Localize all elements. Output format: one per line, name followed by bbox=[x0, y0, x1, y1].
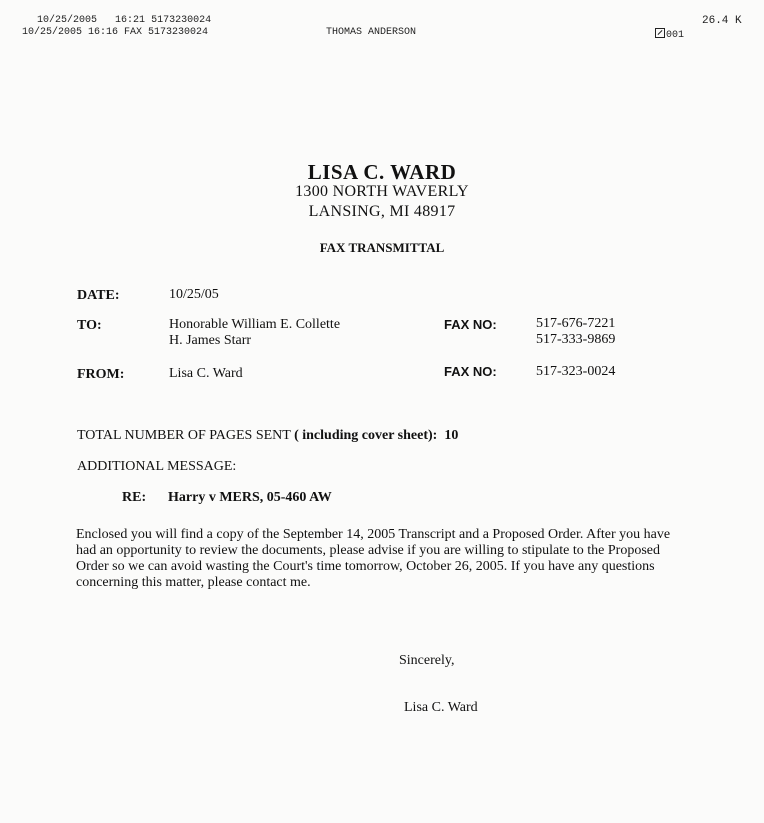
letterhead-name: LISA C. WARD bbox=[307, 160, 457, 184]
fax-header-line2: 10/25/2005 16:16 FAX 5173230024 bbox=[22, 27, 209, 38]
additional-message-label: ADDITIONAL MESSAGE: bbox=[77, 459, 237, 474]
fax-header-time: 16:21 bbox=[115, 15, 146, 26]
to-recipient-2: H. James Starr bbox=[169, 333, 252, 348]
from-label: FROM: bbox=[77, 367, 125, 382]
document-title: FAX TRANSMITTAL bbox=[319, 240, 445, 255]
to-recipient-1: Honorable William E. Collette bbox=[169, 317, 341, 332]
fax-page-counter bbox=[655, 28, 684, 41]
letterhead-street: 1300 NORTH WAVERLY bbox=[295, 183, 469, 200]
from-value: Lisa C. Ward bbox=[169, 366, 243, 381]
to-fax-number-1: 517-676-7221 bbox=[536, 316, 616, 331]
date-label: DATE: bbox=[77, 288, 120, 303]
to-label: TO: bbox=[77, 318, 102, 333]
signature: Lisa C. Ward bbox=[404, 700, 478, 715]
pages-count: 10 bbox=[444, 428, 459, 443]
closing: Sincerely, bbox=[399, 653, 455, 668]
to-fax-number-2: 517-333-9869 bbox=[536, 332, 616, 347]
message-body: Enclosed you will find a copy of the September 14, 2005 Transcript and a Proposed Order. After you have had an opportunity to review the documents, please advise if you are willing to stipulate to the Proposed Order so we can avoid wasting the Court's time tomorrow, October 26, 2005. If you have any questions concerning this matter, please contact me. bbox=[76, 527, 671, 590]
fax-header-line1 bbox=[37, 16, 211, 26]
fax-page-icon bbox=[655, 28, 665, 38]
fax-page-number: 001 bbox=[666, 30, 685, 41]
from-fax-number: 517-323-0024 bbox=[536, 364, 616, 379]
fax-header-date: 10/25/2005 bbox=[37, 15, 98, 26]
re-label: RE: bbox=[122, 490, 147, 505]
letterhead-city: LANSING, MI 48917 bbox=[308, 203, 456, 220]
fax-size-indicator: 26.4 K bbox=[702, 15, 742, 27]
pages-line bbox=[77, 428, 458, 444]
fax-header-number: 5173230024 bbox=[151, 15, 212, 26]
to-fax-label: FAX NO: bbox=[444, 317, 497, 332]
from-fax-label: FAX NO: bbox=[444, 364, 497, 379]
pages-qualifier: ( including cover sheet): bbox=[294, 428, 438, 443]
pages-label: TOTAL NUMBER OF PAGES SENT bbox=[77, 428, 291, 443]
fax-header-sender: THOMAS ANDERSON bbox=[326, 27, 417, 38]
date-value: 10/25/05 bbox=[169, 287, 219, 302]
re-value: Harry v MERS, 05-460 AW bbox=[168, 490, 332, 505]
